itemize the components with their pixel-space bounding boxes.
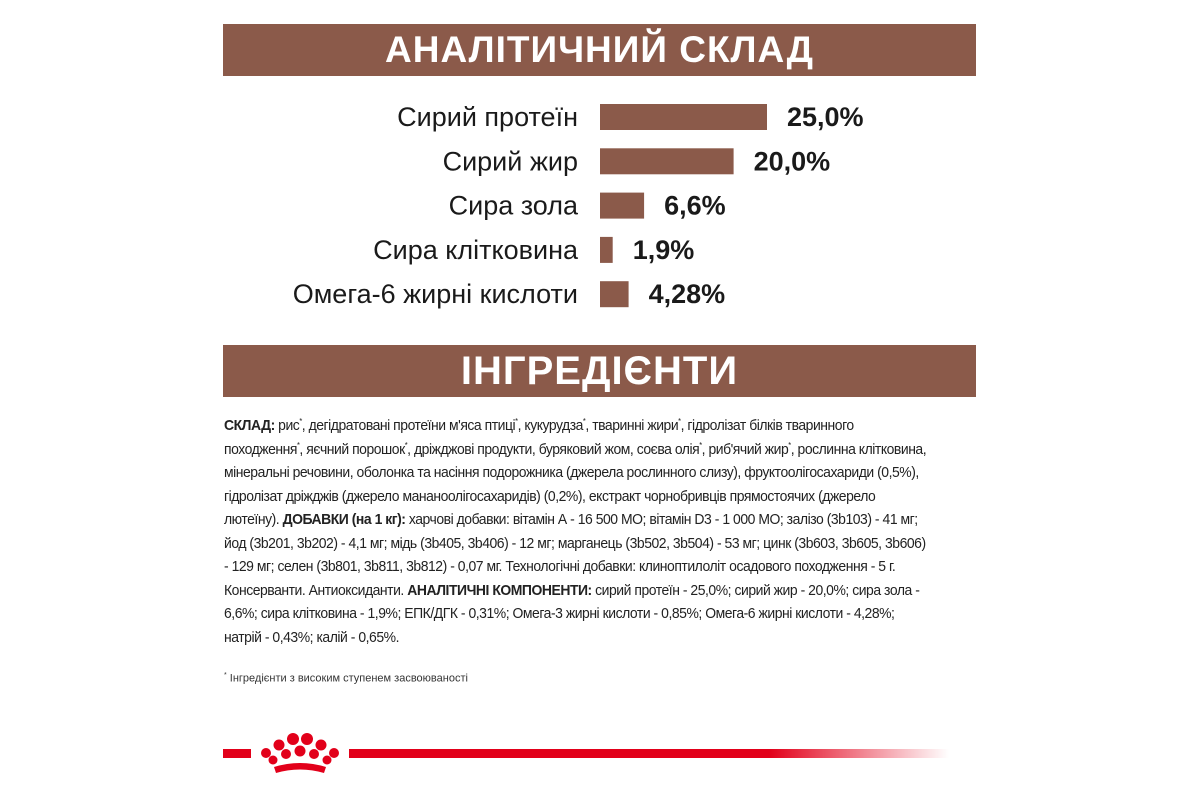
asterisk-mark: * (582, 417, 586, 426)
bar (600, 104, 767, 130)
footnote-text: Інгредієнти з високим ступенем засвоюваності (226, 672, 468, 685)
composition-text: харчові добавки: вітамін А - 16 500 МО; вітамін D3 - 1 000 МО; залізо (3b103) - 41 мг; йод (3b201, 3b202) - 4,1 мг; мідь (3b405, 3b406) - 12 мг; марганець (3b502, 3b504) - 53 мг; цинк (3b603, 3b605, 3b606) - 129 мг; селен (3b801, 3b811, 3b812) - 0,07 мг. Технологічні добавки: клиноптилоліт осадового походження - 5 г. Консерванти. Антиоксиданти. (224, 511, 926, 599)
composition-text: , кукурудза (517, 417, 583, 434)
asterisk-mark: * (678, 417, 681, 426)
composition-text: рис (274, 417, 300, 434)
footnote-mark: * (224, 672, 227, 679)
royal-canin-crown-icon (252, 733, 348, 775)
composition-text: , рослинна клітковина, мінеральні речовини, оболонка та насіння подорожника (джерела рослинного слизу), фруктоолігосахариди (0,5%), гідролізат дріжджів (джерело мананоолігосахаридів) (0,2%), екстракт чорнобривців прямостоячих (джерело лютеїну). (224, 440, 927, 528)
composition-paragraph (224, 414, 931, 649)
category-label: Сира зола (448, 190, 578, 221)
ingredients-text (224, 414, 931, 649)
section-heading: СКЛАД: (224, 417, 275, 434)
section-heading: АНАЛІТИЧНІ КОМПОНЕНТИ: (407, 581, 592, 599)
footnote (224, 672, 468, 685)
analysis-bar-chart (0, 0, 1200, 340)
brand-line-right (349, 749, 949, 758)
asterisk-mark: * (788, 440, 791, 450)
category-label: Сирий протеїн (397, 102, 578, 132)
asterisk-mark: * (296, 440, 300, 450)
bar (600, 237, 613, 263)
value-label: 1,9% (632, 234, 695, 265)
composition-text: , яєчний порошок (299, 440, 405, 458)
composition-text: сирий протеїн - 25,0%; сирий жир - 20,0%; сира зола - 6,6%; сира клітковина - 1,9%; ЕПК/ДГК - 0,31%; Омега-3 жирні кислоти - 0,85%; Омега-6 жирні кислоти - 4,28%; натрій - 0,43%; калій - 0,65%. (224, 581, 920, 646)
analysis-title: АНАЛІТИЧНИЙ СКЛАД (385, 29, 814, 70)
asterisk-mark: * (299, 417, 302, 426)
value-label: 20,0% (753, 146, 831, 177)
ingredients-title: ІНГРЕДІЄНТИ (460, 348, 739, 393)
composition-text: , риб'ячий жир (701, 440, 789, 458)
category-label: Сирий жир (442, 146, 578, 177)
composition-text: , тваринні жири (585, 417, 679, 434)
asterisk-mark: * (699, 440, 702, 450)
value-label: 6,6% (664, 190, 726, 221)
composition-text: , гідролізат білків тваринного походження (224, 417, 854, 458)
brand-line-left (223, 749, 251, 758)
value-label: 25,0% (787, 102, 864, 132)
bar (600, 281, 629, 307)
composition-text: , дріжджові продукти, буряковий жом, соєва олія (407, 440, 700, 458)
category-label: Омега-6 жирні кислоти (292, 279, 578, 310)
value-label: 4,28% (648, 279, 726, 310)
section-heading: ДОБАВКИ (на 1 кг): (282, 511, 406, 528)
asterisk-mark: * (404, 440, 408, 450)
bar (600, 148, 734, 174)
category-label: Сира клітковина (373, 234, 578, 265)
bar (600, 193, 644, 219)
asterisk-mark: * (515, 417, 518, 426)
ingredients-banner (223, 345, 976, 397)
composition-text: , дегідратовані протеїни м'яса птиці (301, 417, 516, 434)
